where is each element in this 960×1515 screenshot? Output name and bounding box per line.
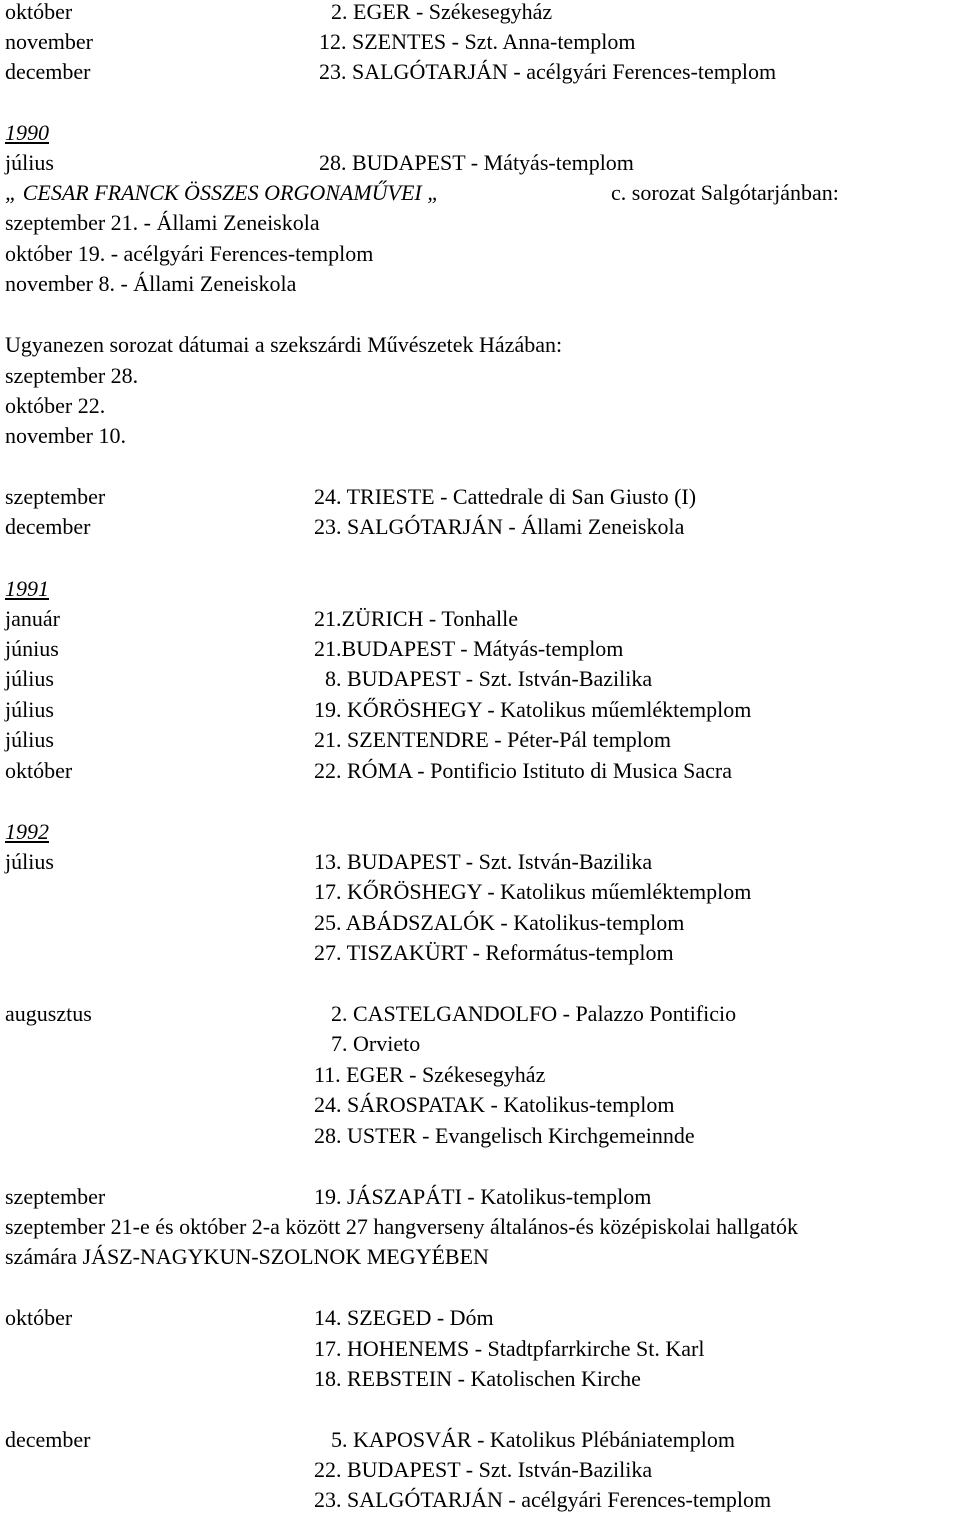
month-label: december <box>5 59 91 84</box>
concert-entry: 22. BUDAPEST - Szt. István-Bazilika <box>314 1457 653 1482</box>
month-label: július <box>5 666 54 691</box>
concert-entry: 21. SZENTENDRE - Péter-Pál templom <box>314 727 672 752</box>
month-label: október <box>5 758 73 783</box>
tour-note: számára JÁSZ-NAGYKUN-SZOLNOK MEGYÉBEN <box>5 1244 489 1269</box>
concert-entry: 14. SZEGED - Dóm <box>314 1305 494 1330</box>
year-heading <box>5 817 49 847</box>
concert-entry: 12. SZENTES - Szt. Anna-templom <box>319 29 636 54</box>
concert-entry: 25. ABÁDSZALÓK - Katolikus-templom <box>314 910 685 935</box>
concert-entry: 27. TISZAKÜRT - Református-templom <box>314 940 674 965</box>
month-label: szeptember <box>5 1184 106 1209</box>
concert-entry: 24. SÁROSPATAK - Katolikus-templom <box>314 1092 675 1117</box>
month-label: január <box>5 606 60 631</box>
concert-entry: 28. BUDAPEST - Mátyás-templom <box>319 150 634 175</box>
concert-entry: 23. SALGÓTARJÁN - Állami Zeneiskola <box>314 514 685 539</box>
concert-entry: 22. RÓMA - Pontificio Istituto di Musica Sacra <box>314 758 732 783</box>
month-label: december <box>5 1427 91 1452</box>
month-label: szeptember <box>5 484 106 509</box>
series-date: szeptember 21. - Állami Zeneiskola <box>5 210 320 235</box>
year-heading <box>5 118 49 148</box>
concert-entry: 23. SALGÓTARJÁN - acélgyári Ferences-templom <box>314 1487 772 1512</box>
year-heading <box>5 574 49 604</box>
concert-entry: 19. JÁSZAPÁTI - Katolikus-templom <box>314 1184 652 1209</box>
year-1991: 1991 <box>5 576 49 601</box>
year-1990: 1990 <box>5 120 49 145</box>
concert-entry: 21.BUDAPEST - Mátyás-templom <box>314 636 624 661</box>
series-heading <box>5 178 839 208</box>
concert-entry: 17. HOHENEMS - Stadtpfarrkirche St. Karl <box>314 1336 705 1361</box>
month-label: június <box>5 636 59 661</box>
concert-entry: 21.ZÜRICH - Tonhalle <box>314 606 518 631</box>
series-title: „ CESAR FRANCK ÖSSZES ORGONAMŰVEI „ <box>5 180 440 205</box>
concert-entry: 23. SALGÓTARJÁN - acélgyári Ferences-templom <box>319 59 777 84</box>
concert-entry: 2. CASTELGANDOLFO - Palazzo Pontificio <box>331 1001 737 1026</box>
series-subtitle: c. sorozat Salgótarjánban: <box>611 180 839 205</box>
series-date: november 8. - Állami Zeneiskola <box>5 271 297 296</box>
concert-entry: 11. EGER - Székesegyház <box>314 1062 546 1087</box>
month-label: július <box>5 727 54 752</box>
concert-entry: 2. EGER - Székesegyház <box>331 0 553 24</box>
concert-entry: 17. KŐRÖSHEGY - Katolikus műemléktemplom <box>314 879 752 904</box>
concert-entry: 18. REBSTEIN - Katolischen Kirche <box>314 1366 641 1391</box>
series-date: október 19. - acélgyári Ferences-templom <box>5 241 374 266</box>
szekszard-date: október 22. <box>5 393 106 418</box>
concert-entry: 8. BUDAPEST - Szt. István-Bazilika <box>325 666 653 691</box>
month-label: augusztus <box>5 1001 92 1026</box>
tour-note: szeptember 21-e és október 2-a között 27 hangverseny általános-és középiskolai hallgatók <box>5 1214 798 1239</box>
concert-entry: 5. KAPOSVÁR - Katolikus Plébániatemplom <box>331 1427 735 1452</box>
concert-entry: 28. USTER - Evangelisch Kirchgemeinnde <box>314 1123 695 1148</box>
month-label: július <box>5 697 54 722</box>
szekszard-date: november 10. <box>5 423 126 448</box>
szekszard-heading: Ugyanezen sorozat dátumai a szekszárdi Művészetek Házában: <box>5 332 563 357</box>
concert-entry: 24. TRIESTE - Cattedrale di San Giusto (I) <box>314 484 697 509</box>
month-label: november <box>5 29 93 54</box>
month-label: július <box>5 849 54 874</box>
month-label: október <box>5 0 73 24</box>
szekszard-date: szeptember 28. <box>5 363 139 388</box>
concert-entry: 7. Orvieto <box>331 1031 421 1056</box>
concert-entry: 13. BUDAPEST - Szt. István-Bazilika <box>314 849 653 874</box>
concert-entry: 19. KŐRÖSHEGY - Katolikus műemléktemplom <box>314 697 752 722</box>
month-label: október <box>5 1305 73 1330</box>
month-label: július <box>5 150 54 175</box>
month-label: december <box>5 514 91 539</box>
year-1992: 1992 <box>5 819 49 844</box>
